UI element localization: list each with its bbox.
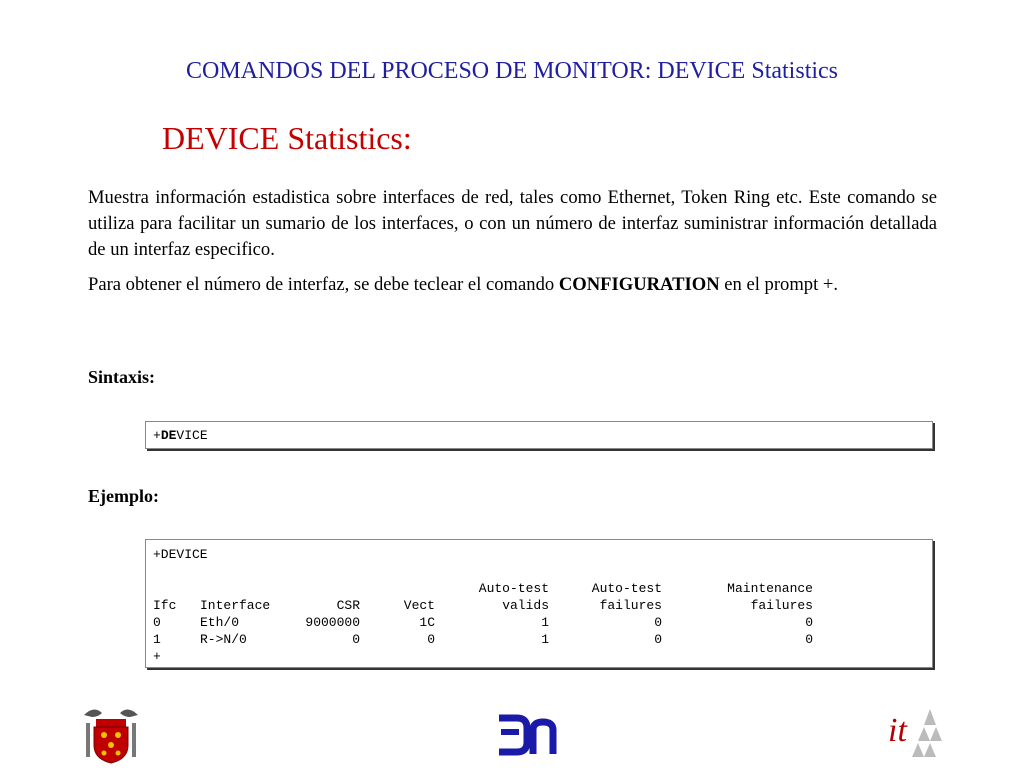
col-csr: CSR <box>336 598 360 613</box>
blank-line <box>153 563 813 580</box>
syntax-prefix: + <box>153 428 161 443</box>
col-ifc: Ifc <box>153 598 177 613</box>
page-header-title: COMANDOS DEL PROCESO DE MONITOR: DEVICE Statistics <box>185 58 839 84</box>
header-row-2 <box>153 597 813 614</box>
col-interface: Interface <box>200 598 271 613</box>
example-output <box>153 546 813 665</box>
university-crest-logo <box>80 705 142 770</box>
header-row-1 <box>153 580 813 597</box>
it-logo <box>886 705 942 764</box>
configuration-command: CONFIGURATION <box>558 274 720 295</box>
syntax-label: Sintaxis: <box>88 367 156 387</box>
p2-text-before: Para obtener el número de interfaz, se debe teclear el comando <box>88 274 559 295</box>
description-paragraph-1: Muestra información estadistica sobre interfaces de red, tales como Ethernet, Token Ring etc. Este comando se utiliza para facilitar un sumario de los interfaces, o con un número de interfaz suministrar información detallada de un interfaz especifico. <box>88 187 937 260</box>
col-auto-test-2: Auto-test <box>591 581 662 596</box>
syntax-command <box>153 428 208 443</box>
col-auto-test-1: Auto-test <box>478 581 549 596</box>
example-command: +DEVICE <box>153 547 208 562</box>
description-paragraph-2 <box>88 272 937 298</box>
syntax-suffix: VICE <box>176 428 208 443</box>
prompt: + <box>153 649 161 664</box>
example-label: Ejemplo: <box>88 486 159 506</box>
col-maintenance: Maintenance <box>727 581 813 596</box>
prompt-line <box>153 648 813 665</box>
col-failures-1: failures <box>599 598 662 613</box>
syntax-box <box>145 421 933 449</box>
col-valids: valids <box>502 598 549 613</box>
it-logo-text: it <box>888 712 907 749</box>
col-failures-2: failures <box>750 598 813 613</box>
syntax-abbrev: DE <box>160 428 177 443</box>
col-vect: Vect <box>403 598 435 613</box>
example-command-line <box>153 546 813 563</box>
dn-logo <box>495 712 561 763</box>
table-row: 1 R->N/0 0 0 1 0 0 <box>153 632 813 647</box>
p2-text-after: en el prompt +. <box>719 274 839 295</box>
section-title: DEVICE Statistics: <box>162 120 412 156</box>
table-row: 0 Eth/0 9000000 1C 1 0 0 <box>153 615 813 630</box>
example-box <box>145 539 933 668</box>
